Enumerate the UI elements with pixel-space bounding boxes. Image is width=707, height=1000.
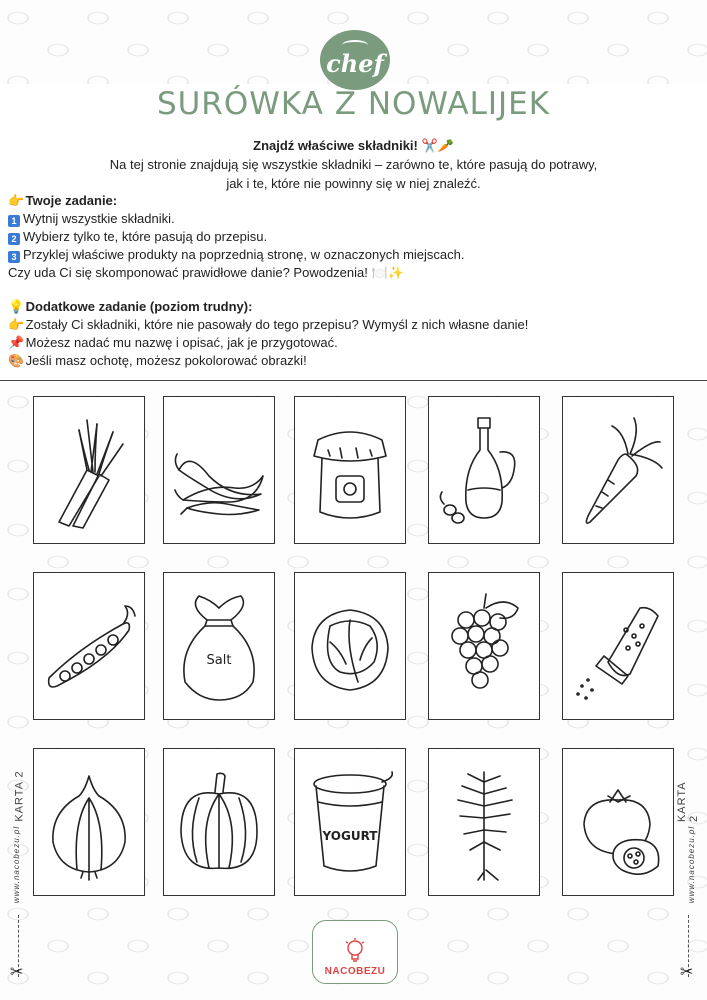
- card-dill[interactable]: [428, 748, 540, 896]
- task-heading: [8, 192, 698, 210]
- website-url: www.nacobezu.pl: [687, 825, 697, 904]
- intro-heading: Znajdź właściwe składniki! ✂️🥕: [253, 138, 454, 153]
- chili-peppers-icon: [169, 410, 269, 530]
- task-step: [8, 210, 698, 228]
- chef-hat-icon: [342, 40, 368, 50]
- tasks: [8, 192, 698, 370]
- pea-pod-icon: [39, 586, 139, 706]
- lightbulb-icon: [344, 938, 366, 964]
- card-leek[interactable]: [33, 396, 145, 544]
- card-tomato[interactable]: [562, 748, 674, 896]
- palette-icon: 🎨: [8, 353, 25, 368]
- extra-item: [8, 334, 698, 352]
- step-text: Przyklej właściwe produkty na poprzednią stronę, w oznaczonych miejscach.: [23, 247, 465, 262]
- card-cabbage[interactable]: [294, 572, 406, 720]
- step-number-icon: 3: [8, 251, 20, 263]
- task-step: [8, 228, 698, 246]
- salt-shaker-icon: [568, 586, 668, 706]
- scissors-icon: ✂: [680, 964, 694, 981]
- intro-line: jak i te, które nie powinny się w niej znaleźć.: [226, 176, 481, 191]
- card-chili-peppers[interactable]: [163, 396, 275, 544]
- leek-icon: [39, 410, 139, 530]
- intro: [0, 136, 707, 193]
- step-number-icon: 2: [8, 233, 20, 245]
- pushpin-icon: 📌: [8, 335, 25, 350]
- page-title: SURÓWKA Z NOWALIJEK: [156, 86, 551, 122]
- card-carrot[interactable]: [562, 396, 674, 544]
- extra-text: Zostały Ci składniki, które nie pasowały do tego przepisu? Wymyśl z nich własne danie!: [25, 317, 529, 332]
- nacobezu-logo: [312, 920, 398, 984]
- cabbage-icon: [300, 586, 400, 706]
- scissors-icon: ✂: [10, 964, 24, 981]
- extra-label: Dodatkowe zadanie (poziom trudny):: [25, 299, 253, 314]
- yogurt-cup-icon: [300, 762, 400, 882]
- salt-label: Salt: [206, 653, 232, 668]
- lightbulb-icon: 💡: [8, 299, 25, 314]
- card-olive-oil[interactable]: [428, 396, 540, 544]
- jam-jar-icon: [300, 410, 400, 530]
- task-label: Twoje zadanie:: [25, 193, 118, 208]
- step-text: Wybierz tylko te, które pasują do przepisu.: [23, 229, 268, 244]
- card-salt-shaker[interactable]: [562, 572, 674, 720]
- dill-icon: [434, 762, 534, 882]
- card-grapes[interactable]: [428, 572, 540, 720]
- step-text: Wytnij wszystkie składniki.: [23, 211, 175, 226]
- tomato-icon: [568, 762, 668, 882]
- extra-item: [8, 316, 698, 334]
- step-number-icon: 1: [8, 215, 20, 227]
- card-jam-jar[interactable]: [294, 396, 406, 544]
- yogurt-label: YOGURT: [322, 829, 378, 843]
- task-step: [8, 246, 698, 264]
- chef-logo: [320, 30, 390, 90]
- card-pea-pod[interactable]: [33, 572, 145, 720]
- olive-oil-bottle-icon: [434, 410, 534, 530]
- brand-name: NACOBEZU: [324, 966, 386, 977]
- carrot-icon: [568, 410, 668, 530]
- grapes-icon: [434, 586, 534, 706]
- card-pumpkin[interactable]: [163, 748, 275, 896]
- salt-bag-icon: [169, 586, 269, 706]
- extra-item: [8, 352, 698, 370]
- extra-heading: [8, 298, 698, 316]
- card-yogurt[interactable]: [294, 748, 406, 896]
- intro-line: Na tej stronie znajdują się wszystkie składniki – zarówno te, które pasują do potrawy,: [109, 157, 598, 172]
- extra-text: Jeśli masz ochotę, możesz pokolorować obrazki!: [25, 353, 307, 368]
- card-number-label: KARTA 2: [676, 781, 701, 823]
- card-onion[interactable]: [33, 748, 145, 896]
- extra-text: Możesz nadać mu nazwę i opisać, jak je przygotować.: [25, 335, 338, 350]
- pumpkin-icon: [169, 762, 269, 882]
- card-number-label: KARTA 2: [13, 770, 26, 822]
- pointing-hand-icon: 👉: [8, 317, 25, 332]
- onion-icon: [39, 762, 139, 882]
- task-closing: Czy uda Ci się skomponować prawidłowe danie? Powodzenia! 🍽️✨: [8, 265, 404, 280]
- logo-text: chef: [326, 48, 384, 78]
- website-url: www.nacobezu.pl: [12, 825, 22, 904]
- pointing-hand-icon: 👉: [8, 193, 25, 208]
- card-salt-bag[interactable]: [163, 572, 275, 720]
